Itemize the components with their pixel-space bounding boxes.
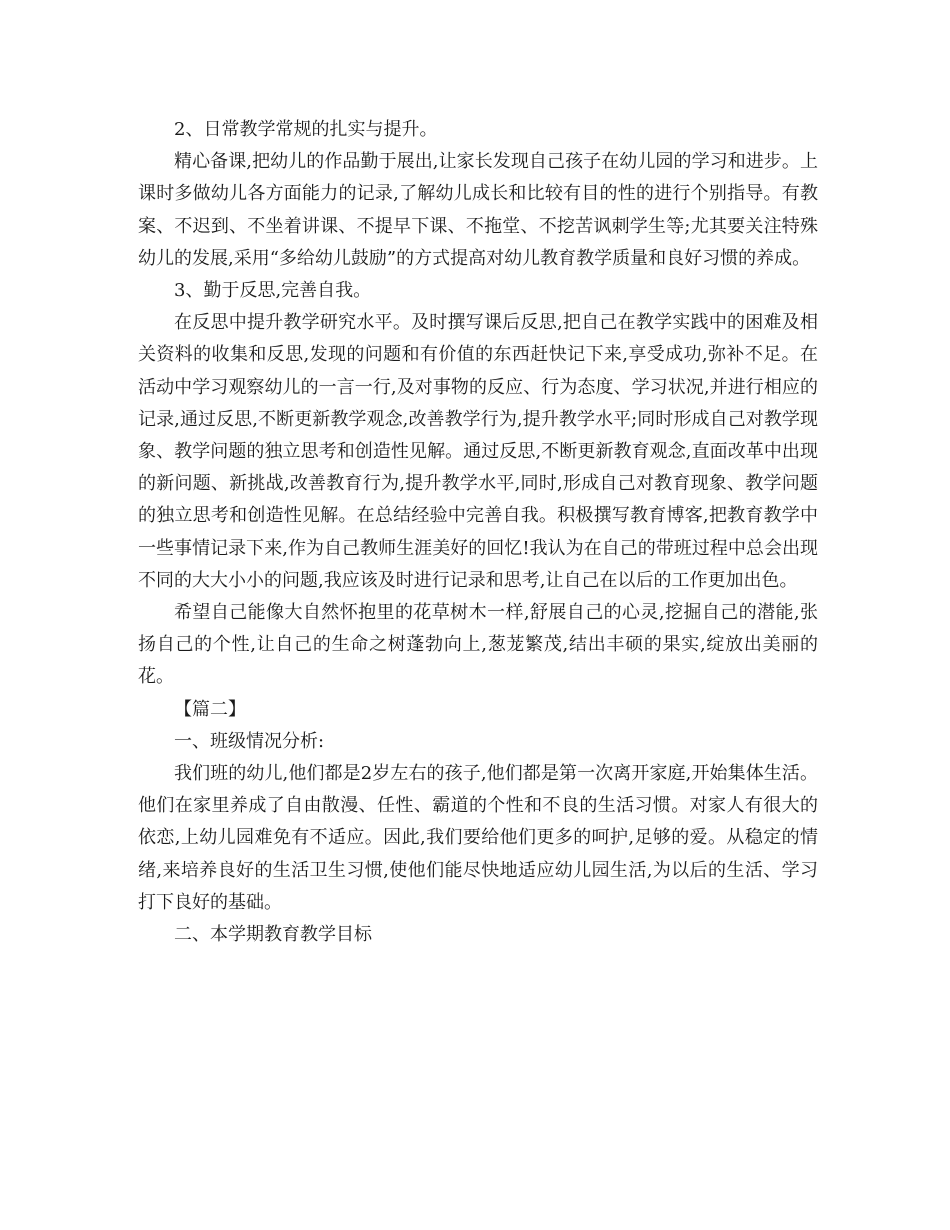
document-body bbox=[138, 114, 818, 951]
body-paragraph: 在反思中提升教学研究水平。及时撰写课后反思,把自己在教学实践中的困难及相关资料的收集和反思,发现的问题和有价值的东西赶快记下来,享受成功,弥补不足。在活动中学习观察幼儿的一言一行,及对事物的反应、行为态度、学习状况,并进行相应的记录,通过反思,不断更新教学观念,改善教学行为,提升教学水平;同时形成自己对教学现象、教学问题的独立思考和创造性见解。通过反思,不断更新教育观念,直面改革中出现的新问题、新挑战,改善教育行为,提升教学水平,同时,形成自己对教育现象、教学问题的独立思考和创造性见解。在总结经验中完善自我。积极撰写教育博客,把教育教学中一些事情记录下来,作为自己教师生涯美好的回忆!我认为在自己的带班过程中总会出现不同的大大小小的问题,我应该及时进行记录和思考,让自己在以后的工作更加出色。 bbox=[138, 312, 818, 591]
section-heading: 2、日常教学常规的扎实与提升。 bbox=[174, 119, 438, 140]
body-paragraph: 我们班的幼儿,他们都是2岁左右的孩子,他们都是第一次离开家庭,开始集体生活。他们在家里养成了自由散漫、任性、霸道的个性和不良的生活习惯。对家人有很大的依恋,上幼儿园难免有不适应。因此,我们要给他们更多的呵护,足够的爱。从稳定的情绪,来培养良好的生活卫生习惯,使他们能尽快地适应幼儿园生活,为以后的生活、学习打下良好的基础。 bbox=[138, 763, 818, 913]
section-heading: 3、勤于反思,完善自我。 bbox=[174, 280, 372, 302]
body-paragraph: 精心备课,把幼儿的作品勤于展出,让家长发现自己孩子在幼儿园的学习和进步。上课时多做幼儿各方面能力的记录,了解幼儿成长和比较有目的性的进行个别指导。有教案、不迟到、不坐着讲课、不提早下课、不拖堂、不挖苦讽刺学生等;尤其要关注特殊幼儿的发展,采用“多给幼儿鼓励”的方式提高对幼儿教育教学质量和良好习惯的养成。 bbox=[138, 151, 818, 269]
section-heading: 二、本学期教育教学目标 bbox=[174, 924, 372, 946]
body-paragraph: 希望自己能像大自然怀抱里的花草树木一样,舒展自己的心灵,挖掘自己的潜能,张扬自己的个性,让自己的生命之树蓬勃向上,葱茏繁茂,结出丰硕的果实,绽放出美丽的花。 bbox=[138, 602, 818, 688]
part-heading: 【篇二】 bbox=[174, 698, 246, 720]
section-heading: 一、班级情况分析: bbox=[174, 730, 325, 752]
